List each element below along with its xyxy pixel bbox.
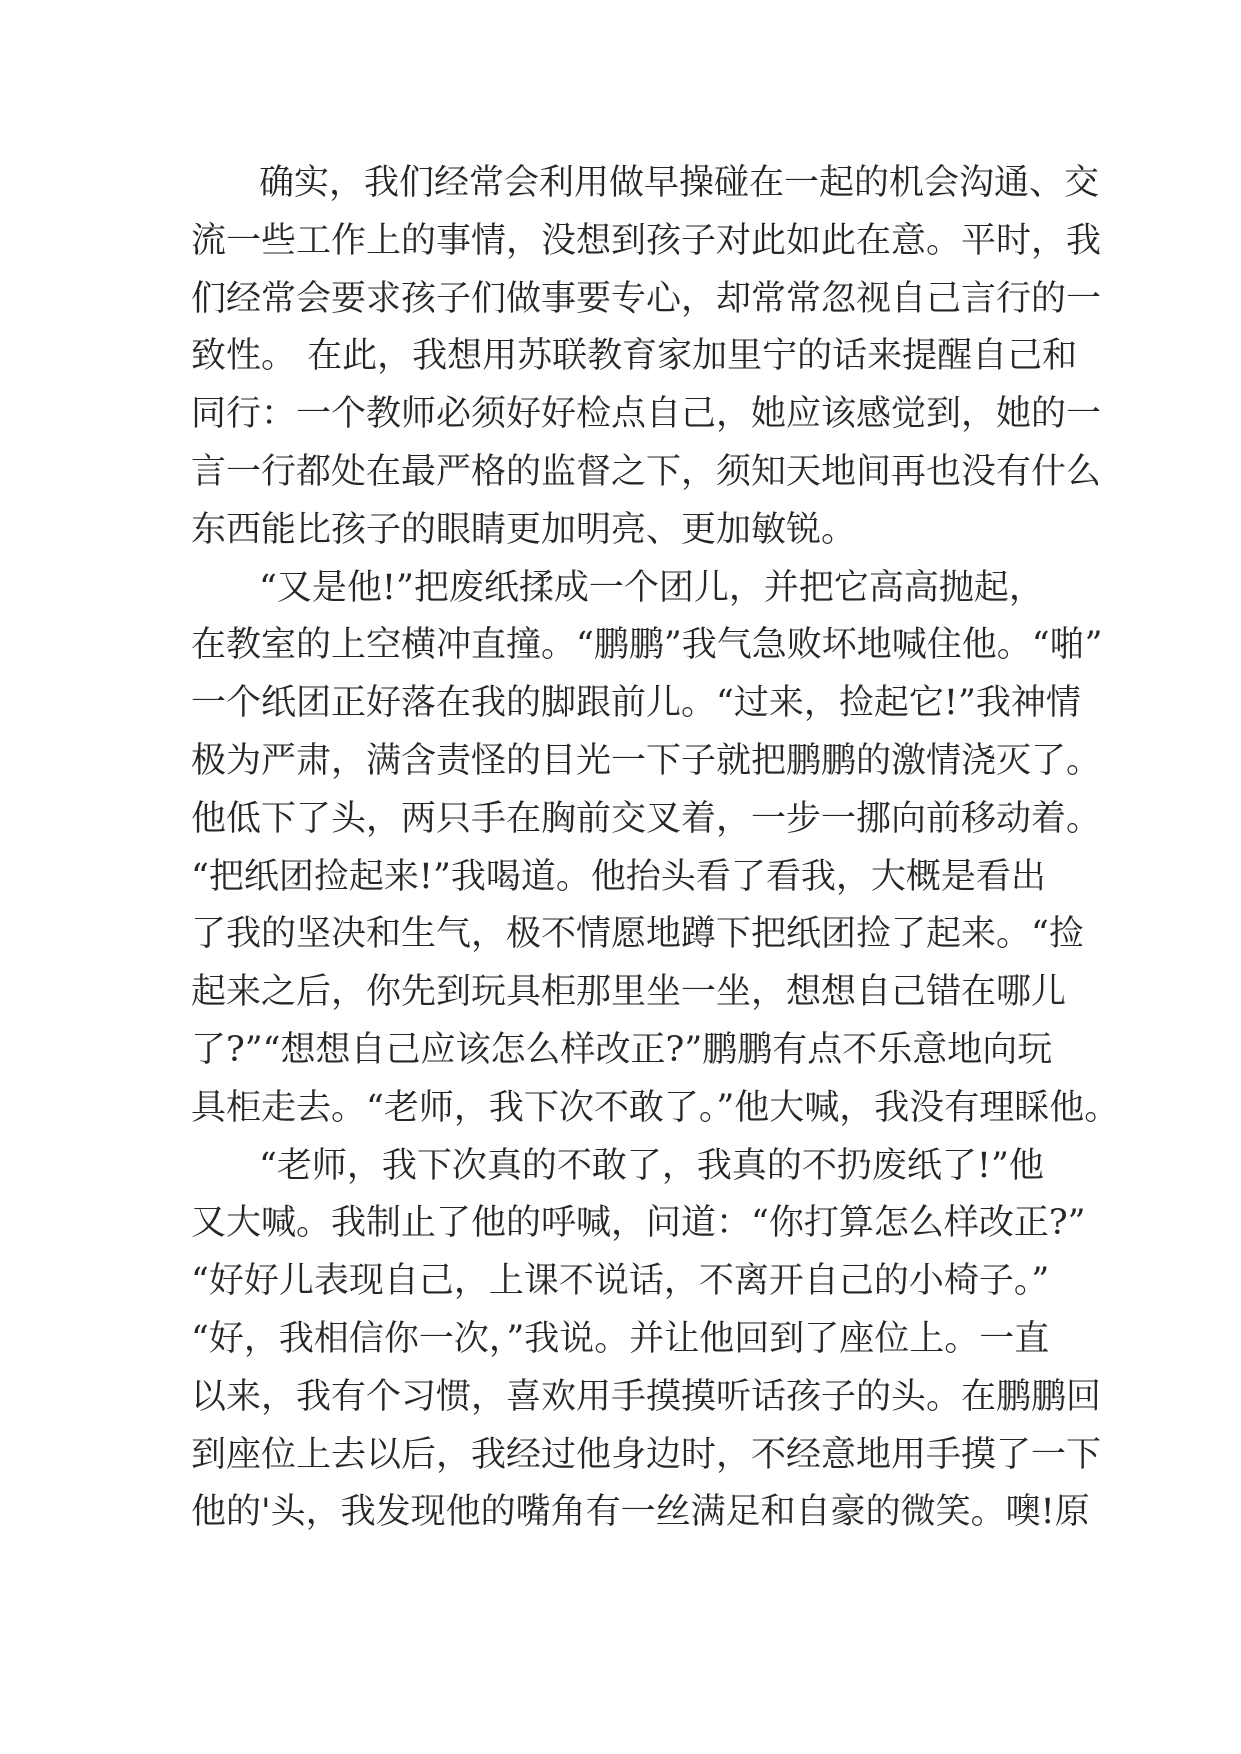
text-line: “好好儿表现自己，上课不说话，不离开自己的小椅子。” xyxy=(191,1261,1050,1302)
text-line: 一个纸团正好落在我的脚跟前儿。“过来，捡起它!”我神情 xyxy=(191,683,1081,724)
text-line: 在教室的上空横冲直撞。“鹏鹏”我气急败坏地喊住他。“啪” xyxy=(191,625,1103,666)
text-line: 流一些工作上的事情，没想到孩子对此如此在意。平时，我 xyxy=(191,220,1102,261)
body-text xyxy=(191,155,1120,1542)
text-line: 极为严肃，满含责怪的目光一下子就把鹏鹏的激情浇灭了。 xyxy=(191,740,1102,781)
text-line: 致性。 在此，我想用苏联教育家加里宁的话来提醒自己和 xyxy=(191,336,1078,377)
text-line: “又是他!”把废纸揉成一个团儿，并把它高高抛起， xyxy=(259,567,1044,608)
text-line: “老师，我下次真的不敢了，我真的不扔废纸了!”他 xyxy=(259,1145,1044,1186)
text-line: 又大喊。我制止了他的呼喊，问道：“你打算怎么样改正?” xyxy=(191,1203,1086,1244)
text-line: 他的'头，我发现他的嘴角有一丝满足和自豪的微笑。噢!原 xyxy=(191,1492,1090,1533)
text-line: 同行：一个教师必须好好检点自己，她应该感觉到，她的一 xyxy=(191,394,1102,435)
text-line: 言一行都处在最严格的监督之下，须知天地间再也没有什么 xyxy=(191,451,1102,492)
text-line: 起来之后，你先到玩具柜那里坐一坐，想想自己错在哪儿 xyxy=(191,972,1067,1013)
text-line: 确实，我们经常会利用做早操碰在一起的机会沟通、交 xyxy=(259,163,1100,203)
text-line: 们经常会要求孩子们做事要专心，却常常忽视自己言行的一 xyxy=(191,278,1102,319)
text-line: 他低下了头，两只手在胸前交叉着，一步一挪向前移动着。 xyxy=(191,798,1102,839)
text-line: 东西能比孩子的眼睛更加明亮、更加敏锐。 xyxy=(191,509,857,550)
text-line: “把纸团捡起来!”我喝道。他抬头看了看我，大概是看出 xyxy=(191,856,1046,897)
text-line: 了我的坚决和生气，极不情愿地蹲下把纸团捡了起来。“捡 xyxy=(191,914,1084,955)
text-line: 了?”“想想自己应该怎么样改正?”鹏鹏有点不乐意地向玩 xyxy=(191,1029,1053,1070)
text-line: “好，我相信你一次，”我说。并让他回到了座位上。一直 xyxy=(191,1318,1050,1359)
text-line: 以来，我有个习惯，喜欢用手摸摸听话孩子的头。在鹏鹏回 xyxy=(191,1376,1102,1417)
text-line: 具柜走去。“老师，我下次不敢了。”他大喊，我没有理睬他。 xyxy=(191,1087,1120,1128)
text-line: 到座位上去以后，我经过他身边时，不经意地用手摸了一下 xyxy=(191,1434,1102,1475)
